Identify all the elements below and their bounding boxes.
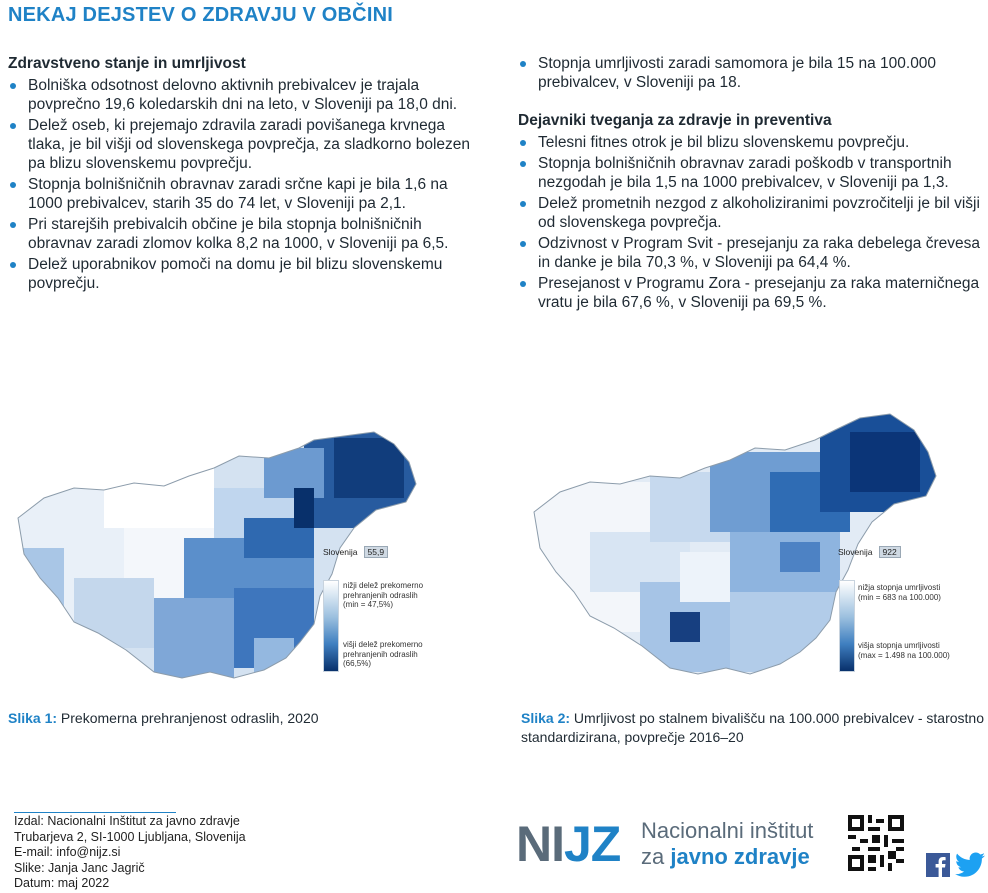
institute-name: Nacionalni inštitut za javno zdravje [641, 818, 814, 869]
bullet-icon [10, 222, 16, 228]
list-item: Presejanost v Programu Zora - presejanju za raka materničnega vratu je bila 67,6 %, v Sloveniji pa 69,5 %. [518, 274, 983, 312]
list-item: Telesni fitnes otrok je bil blizu slovenskemu povprečju. [518, 133, 983, 152]
bullet-icon [520, 140, 526, 146]
bullet-icon [10, 123, 16, 129]
map1-slovenia-value: Slovenija 55,9 [323, 546, 388, 558]
list-item: Stopnja bolnišničnih obravnav zaradi poškodb v transportnih nezgodah je bila 1,5 na 1000 prebivalcev, v Sloveniji pa 1,3. [518, 154, 983, 192]
publisher-info: Izdal: Nacionalni Inštitut za javno zdravje Trubarjeva 2, SI-1000 Ljubljana, Slovenija E-mail: info@nijz.si Slike: Janja Janc Jagrič Datum: maj 2022 [14, 814, 246, 890]
list-item: Delež uporabnikov pomoči na domu je bil blizu slovenskemu povprečju. [8, 255, 478, 293]
map2-slovenia-value: Slovenija 922 [838, 546, 901, 558]
map2-legend-low: nižja stopnja umrljivosti (min = 683 na 100.000) [858, 583, 941, 602]
list-item: Bolniška odsotnost delovno aktivnih prebivalcev je trajala povprečno 19,6 koledarskih dni na leto, v Sloveniji pa 18,0 dni. [8, 76, 478, 114]
facebook-icon[interactable] [926, 853, 950, 877]
twitter-icon[interactable] [955, 852, 985, 878]
nijz-logo: NIJZ [516, 816, 621, 872]
list-item: Delež prometnih nezgod z alkoholiziranimi povzročitelji je bil višji od slovenskega povprečja. [518, 194, 983, 232]
section-heading-risk: Dejavniki tveganja za zdravje in preventiva [518, 112, 832, 129]
bullet-icon [10, 182, 16, 188]
bullet-icon [520, 241, 526, 247]
mortality-list [518, 54, 983, 92]
footer-divider [14, 812, 176, 813]
page-title: NEKAJ DEJSTEV O ZDRAVJU V OBČINI [8, 4, 393, 26]
section-heading-health: Zdravstveno stanje in umrljivost [8, 55, 246, 72]
bullet-icon [10, 262, 16, 268]
list-item: Odzivnost v Program Svit - presejanju za raka debelega črevesa in danke je bila 70,3 %, v Sloveniji pa 64,4 %. [518, 234, 983, 272]
map1-legend-low: nižji delež prekomerno prehranjenih odraslih (min = 47,5%) [343, 581, 424, 609]
list-item: Stopnja umrljivosti zaradi samomora je bila 15 na 100.000 prebivalcev, v Sloveniji pa 18. [518, 54, 983, 92]
figure-caption-1: Slika 1: Prekomerna prehranjenost odraslih, 2020 [8, 710, 319, 726]
health-list [8, 76, 478, 293]
bullet-icon [520, 161, 526, 167]
risk-list [518, 133, 983, 312]
figure-caption-2: Slika 2: Umrljivost po stalnem bivališču na 100.000 prebivalcev - starostno standardizirana, povprečje 2016–20 [521, 710, 985, 745]
bullet-icon [520, 281, 526, 287]
map1-legend-high: višji delež prekomerno prehranjenih odraslih (66,5%) [343, 640, 423, 668]
list-item: Delež oseb, ki prejemajo zdravila zaradi povišanega krvnega tlaka, je bil višji od slovenskega povprečja, za sladkorno bolezen pa blizu slovenskemu povprečju. [8, 116, 478, 173]
map1-legend-gradient [323, 580, 339, 672]
bullet-icon [520, 201, 526, 207]
bullet-icon [520, 61, 526, 67]
right-column [518, 54, 983, 314]
bullet-icon [10, 83, 16, 89]
list-item: Pri starejših prebivalcih občine je bila stopnja bolnišničnih obravnav zaradi zlomov kolka 8,2 na 1000, v Sloveniji pa 6,5. [8, 215, 478, 253]
map2-legend-high: višja stopnja umrljivosti (max = 1.498 na 100.000) [858, 641, 950, 660]
qr-code-icon[interactable] [848, 815, 904, 871]
map2-legend-gradient [839, 580, 855, 672]
left-column [8, 54, 478, 295]
list-item: Stopnja bolnišničnih obravnav zaradi srčne kapi je bila 1,6 na 1000 prebivalcev, starih 35 do 74 let, v Sloveniji pa 2,1. [8, 175, 478, 213]
